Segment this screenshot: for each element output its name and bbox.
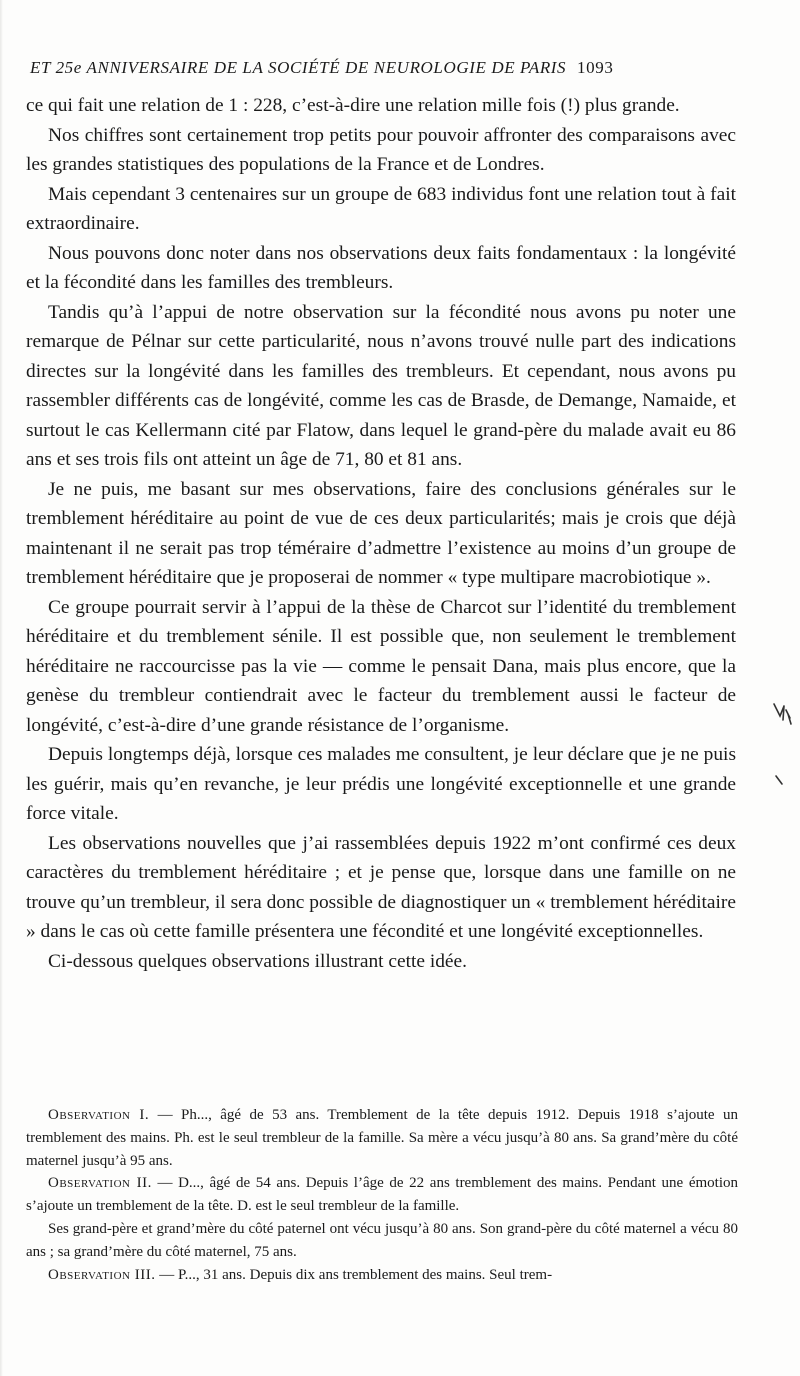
observation-label: Observation III. [48, 1266, 156, 1283]
paragraph: ce qui fait une relation de 1 : 228, c’est-à-dire une relation mille fois (!) plus grande. [26, 95, 680, 116]
page-edge-shadow [0, 0, 3, 1376]
main-text [26, 91, 736, 976]
observation-3 [26, 1264, 738, 1287]
observation-text: — Ph..., âgé de 53 ans. Tremblement de la tête depuis 1912. Depuis 1918 s’ajoute un tremblement des mains. Ph. est le seul trembleur de la famille. Sa mère a vécu jusqu’à 80 ans. Sa grand’mère du côté maternel jusqu’à 95 ans. [26, 1107, 738, 1169]
observation-1 [26, 1104, 738, 1172]
observation-text: Ses grand-père et grand’mère du côté paternel ont vécu jusqu’à 80 ans. Son grand-père du côté maternel a vécu 80 ans ; sa grand’mère du côté maternel, 75 ans. [26, 1220, 738, 1260]
paragraph: Je ne puis, me basant sur mes observations, faire des conclusions générales sur le tremblement héréditaire au point de vue de ces deux particularités; mais je crois que déjà maintenant il ne serait pas trop téméraire d’admettre l’existence au moins d’un groupe de tremblement héréditaire que je proposerai de nommer « type multipare macrobiotique ». [26, 478, 736, 588]
paragraph: Nos chiffres sont certainement trop petits pour pouvoir affronter des comparaisons avec les grandes statistiques des populations de la France et de Londres. [26, 124, 736, 175]
observation-label: Observation II. [48, 1175, 152, 1192]
running-title: ET 25e ANNIVERSAIRE DE LA SOCIÉTÉ DE NEUROLOGIE DE PARIS [30, 58, 567, 77]
paragraph: Tandis qu’à l’appui de notre observation sur la fécondité nous avons pu noter une remarque de Pélnar sur cette particularité, nous n’avons trouvé nulle part des indications directes sur la longévité dans les familles des trembleurs. Et cependant, nous avons pu rassembler différents cas de longévité, comme les cas de Brasde, de Demange, Namaide, et surtout le cas Kellermann cité par Flatow, dans lequel le grand-père du malade avait eu 86 ans et ses trois fils ont atteint un âge de 71, 80 et 81 ans. [26, 301, 736, 470]
paragraph: Mais cependant 3 centenaires sur un groupe de 683 individus font une relation tout à fait extraordinaire. [26, 183, 736, 234]
observation-text: — D..., âgé de 54 ans. Depuis l’âge de 22 ans tremblement des mains. Pendant une émotion s’ajoute un tremblement de la tête. D. est le seul trembleur de la famille. [26, 1175, 738, 1215]
paragraph: Ce groupe pourrait servir à l’appui de la thèse de Charcot sur l’identité du tremblement héréditaire et du tremblement sénile. Il est possible que, non seulement le tremblement héréditaire ne raccourcisse pas la vie — comme le pensait Dana, mais plus encore, que la genèse du trembleur contiendrait avec le facteur du tremblement aussi le facteur de longévité, c’est-à-dire d’une grande résistance de l’organisme. [26, 596, 736, 736]
observation-label: Observation I. [48, 1107, 150, 1123]
running-header [30, 58, 800, 78]
paragraph: Les observations nouvelles que j’ai rassemblées depuis 1922 m’ont confirmé ces deux caractères du tremblement héréditaire ; et je pense que, lorsque dans une famille on ne trouve qu’un trembleur, il sera donc possible de diagnostiquer un « tremblement héréditaire » dans le cas où cette famille présentera une fécondité et une longévité exceptionnelles. [26, 832, 736, 942]
page-number: 1093 [577, 58, 614, 77]
handwritten-margin-mark [770, 698, 794, 788]
paragraph: Nous pouvons donc noter dans nos observations deux faits fondamentaux : la longévité et la fécondité dans les familles des trembleurs. [26, 242, 736, 293]
observations-section [26, 1104, 738, 1286]
observation-text: — P..., 31 ans. Depuis dix ans tremblement des mains. Seul trem- [155, 1266, 553, 1283]
paragraph: Ci-dessous quelques observations illustrant cette idée. [48, 950, 467, 972]
observation-2 [26, 1172, 738, 1218]
paragraph: Depuis longtemps déjà, lorsque ces malades me consultent, je leur déclare que je ne puis les guérir, mais qu’en revanche, je leur prédis une longévité exceptionnelle et une grande force vitale. [26, 744, 736, 824]
observation-2-continued [26, 1218, 738, 1264]
